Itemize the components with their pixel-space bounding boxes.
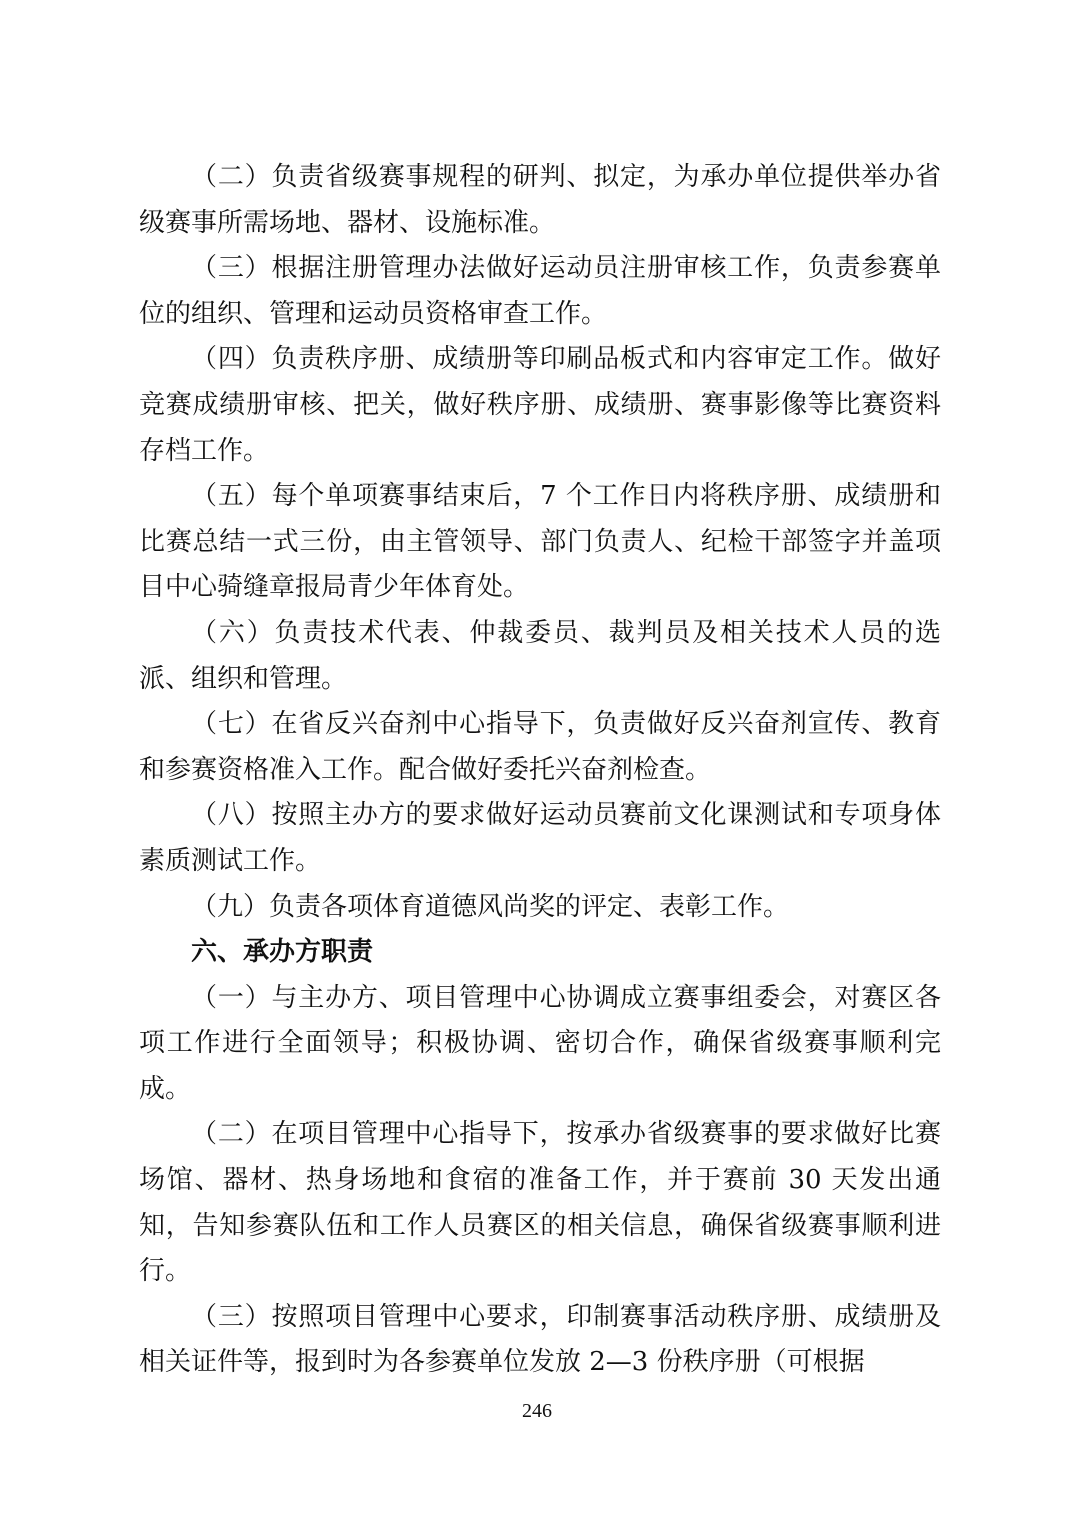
paragraph-7: （七）在省反兴奋剂中心指导下，负责做好反兴奋剂宣传、教育和参赛资格准入工作。配合做好委托兴奋剂检查。 [139, 709, 941, 785]
section-paragraph-3: （三）按照项目管理中心要求，印制赛事活动秩序册、成绩册及相关证件等，报到时为各参赛单位发放 2—3 份秩序册（可根据 [139, 1301, 941, 1378]
section-paragraph-2: （二）在项目管理中心指导下，按承办省级赛事的要求做好比赛场馆、器材、热身场地和食宿的准备工作，并于赛前 30 天发出通知，告知参赛队伍和工作人员赛区的相关信息，确保省级赛事顺利进行。 [139, 1119, 941, 1287]
body-text [139, 155, 941, 1386]
section-paragraph-1: （一）与主办方、项目管理中心协调成立赛事组委会，对赛区各项工作进行全面领导；积极协调、密切合作，确保省级赛事顺利完成。 [139, 982, 941, 1104]
paragraph-9: （九）负责各项体育道德风尚奖的评定、表彰工作。 [191, 891, 790, 922]
page-number: 246 [522, 1400, 552, 1422]
section-heading: 六、承办方职责 [191, 937, 374, 968]
paragraph-3: （三）根据注册管理办法做好运动员注册审核工作，负责参赛单位的组织、管理和运动员资格审查工作。 [139, 253, 941, 329]
paragraph-6: （六）负责技术代表、仲裁委员、裁判员及相关技术人员的选派、组织和管理。 [139, 617, 941, 694]
paragraph-4: （四）负责秩序册、成绩册等印刷品板式和内容审定工作。做好竞赛成绩册审核、把关，做好秩序册、成绩册、赛事影像等比赛资料存档工作。 [139, 344, 941, 466]
paragraph-5: （五）每个单项赛事结束后，7 个工作日内将秩序册、成绩册和比赛总结一式三份，由主管领导、部门负责人、纪检干部签字并盖项目中心骑缝章报局青少年体育处。 [139, 481, 941, 603]
paragraph-8: （八）按照主办方的要求做好运动员赛前文化课测试和专项身体素质测试工作。 [139, 800, 941, 876]
paragraph-2: （二）负责省级赛事规程的研判、拟定，为承办单位提供举办省级赛事所需场地、器材、设施标准。 [139, 162, 941, 238]
